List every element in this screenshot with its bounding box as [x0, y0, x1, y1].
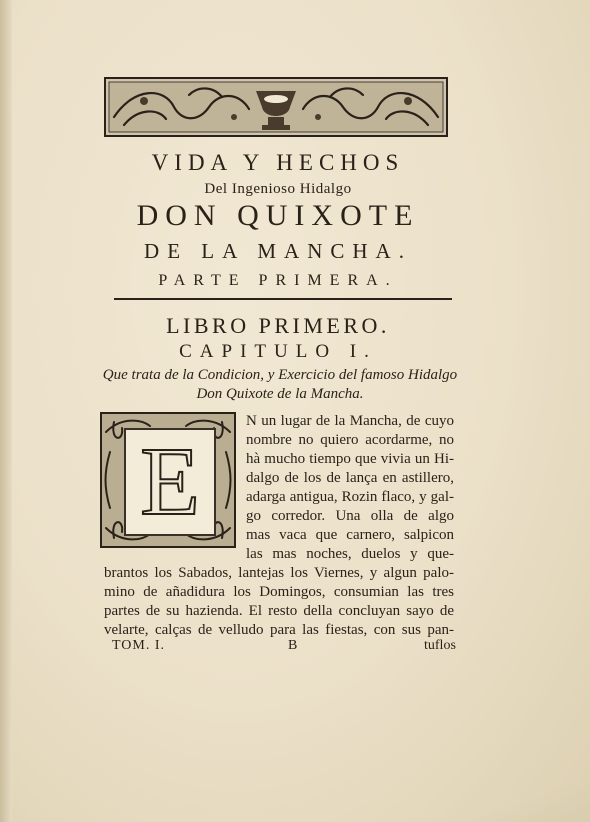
body-line: adarga antigua, Rozin flaco, y gal-: [246, 489, 454, 505]
title-line-de-la-mancha: DE LA MANCHA.: [144, 239, 412, 263]
body-line: las mas noches, duelos y que-: [246, 546, 454, 562]
body-line: go corredor. Una olla de algo: [246, 508, 454, 524]
body-line: dalgo de los de lança en astillero,: [246, 470, 454, 486]
body-line: partes de su hazienda. El resto della concluyan sayo de: [104, 603, 454, 619]
book-heading: LIBRO PRIMERO.: [166, 313, 390, 338]
body-line: nombre no quiero acordarme, no: [246, 432, 454, 448]
horizontal-rule: [114, 298, 452, 300]
title-line-parte-primera: PARTE PRIMERA.: [158, 272, 398, 289]
decorated-initial: [100, 412, 236, 548]
body-line: hà mucho tiempo que vivia un Hi-: [246, 451, 454, 467]
chapter-heading: CAPITULO I.: [179, 341, 377, 362]
body-line: velarte, calças de velludo para las fiestas, con sus pan-: [104, 622, 454, 638]
volume-marker: TOM. I.: [112, 638, 166, 653]
chapter-subtitle-line-2: Don Quixote de la Mancha.: [196, 386, 364, 402]
body-line: mino de añadidura los Domingos, consumian las tres: [104, 584, 454, 600]
title-line-don-quixote: DON QUIXOTE: [136, 199, 420, 232]
title-line-ingenioso-hidalgo: Del Ingenioso Hidalgo: [204, 181, 352, 197]
body-line: brantos los Sabados, lantejas los Viernes, y algun palo-: [104, 565, 454, 581]
signature-mark: B: [288, 638, 299, 653]
initial-letter: E: [124, 428, 216, 536]
chapter-subtitle-line-1: Que trata de la Condicion, y Exercicio del famoso Hidalgo: [102, 367, 458, 383]
page-gutter-shadow: [0, 0, 12, 822]
title-line-vida-y-hechos: VIDA Y HECHOS: [151, 150, 405, 175]
body-line: N un lugar de la Mancha, de cuyo: [246, 413, 454, 429]
ornamental-headpiece: [104, 77, 448, 137]
page-corner-shadow: [470, 762, 590, 822]
catchword: tuflos: [424, 638, 456, 653]
body-line: mas vaca que carnero, salpicon: [246, 527, 454, 543]
